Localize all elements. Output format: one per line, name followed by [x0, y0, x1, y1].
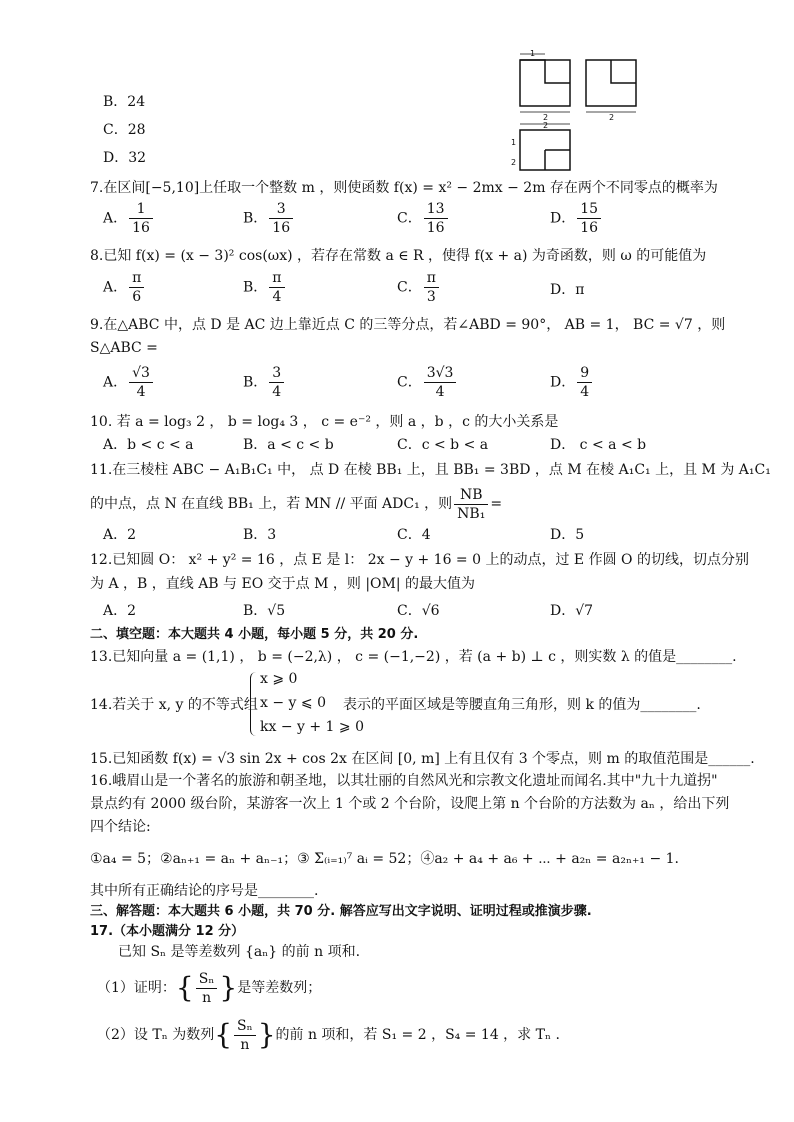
q17-p1-pre: （1）证明： [97, 980, 176, 996]
q9-stem-2: S△ABC = [90, 340, 158, 356]
q10-stem: 10. 若 a = log₃ 2 ， b = log₄ 3 ， c = e⁻² ，则 a ，b ，c 的大小关系是 [90, 414, 559, 430]
q17-intro: 已知 Sₙ 是等差数列 {aₙ} 的前 n 项和. [118, 944, 361, 960]
q6-option-d: D．32 [103, 150, 147, 166]
q8-b-den: 4 [272, 289, 282, 305]
q17-part-1: （1）证明：{ $\frac{\text{Sₙ}}{n}$ }是等差数列； [97, 970, 322, 1006]
fig-label-6: 2 [511, 158, 517, 167]
q7-d-den: 16 [580, 220, 599, 236]
q11-frac-den: NB₁ [457, 505, 486, 522]
q11-option-c: C．4 [397, 527, 431, 543]
section-3-heading: 三、解答题：本大题共 6 小题，共 70 分. 解答应写出文字说明、证明过程或推演步骤. [90, 904, 592, 919]
q11-option-a: A．2 [103, 527, 137, 543]
section-2-heading: 二、填空题：本大题共 4 小题，每小题 5 分，共 20 分. [90, 627, 419, 642]
q17-p1-den: n [202, 989, 212, 1006]
q10-option-c: C．c < b < a [397, 437, 489, 453]
q11-stem-2a: 的中点，点 N 在直线 BB₁ 上，若 MN // 平面 ADC₁ ，则 [90, 496, 453, 512]
q16-conclusions: ①a₄ = 5；②aₙ₊₁ = aₙ + aₙ₋₁；③ Σ₍ᵢ₌₁₎⁷ aᵢ = 52；④a₂ + a₄ + a₆ + ⋯ + a₂ₙ = a₂ₙ₊₁ − 1. [90, 851, 679, 867]
q12-stem-2: 为 A ，B ，直线 AB 与 EO 交于点 M ，则 |OM| 的最大值为 [90, 576, 476, 592]
q9-a-num: √3 [129, 364, 153, 383]
q11-stem-2b: = [490, 496, 503, 512]
q9-option-b: B． $\frac{3}{4}$ [243, 364, 286, 401]
q9-c-den: 4 [435, 384, 445, 400]
q10-option-b: B．a < c < b [243, 437, 334, 453]
q16-line-2: 景点约有 2000 级台阶，某游客一次上 1 个或 2 个台阶，设爬上第 n 个台阶的方法数为 aₙ ，给出下列 [90, 796, 730, 812]
q8-option-c: C． $\frac{\pi}{3}$ [397, 269, 441, 306]
q12-option-c: C．√6 [397, 603, 440, 619]
q7-b-num: 3 [269, 200, 293, 219]
fig-label-4: 2 [543, 121, 549, 130]
q17-p2-post: 的前 n 项和，若 S₁ = 2 ，S₄ = 14 ，求 Tₙ . [275, 1027, 560, 1043]
q11-option-b: B．3 [243, 527, 277, 543]
q9-b-num: 3 [269, 364, 284, 383]
q9-option-d: D． $\frac{9}{4}$ [550, 364, 594, 401]
q17-p2-pre: （2）设 Tₙ 为数列 [97, 1027, 215, 1043]
q6-option-b: B．24 [103, 94, 146, 110]
q7-a-den: 16 [132, 220, 150, 236]
q9-a-den: 4 [136, 384, 146, 400]
q17-p1-post: 是等差数列； [237, 980, 322, 996]
q12-stem: 12.已知圆 O： x² + y² = 16 ，点 E 是 l： 2x − y + 16 = 0 上的动点，过 E 作圆 O 的切线，切点分别 [90, 552, 749, 568]
q14-suffix: 表示的平面区域是等腰直角三角形，则 k 的值为________. [343, 697, 701, 713]
q7-a-num: 1 [129, 200, 153, 219]
fig-label-5: 1 [511, 138, 517, 147]
q9-c-num: 3√3 [424, 364, 457, 383]
q17-part-2: （2）设 Tₙ 为数列{ $\frac{\text{Sₙ}}{n}$ }的前 n 项和，若 S₁ = 2 ，S₄ = 14 ，求 Tₙ . [97, 1017, 560, 1053]
q12-option-a: A．2 [103, 603, 137, 619]
q8-b-num: π [269, 269, 284, 288]
q12-option-b: B．√5 [243, 603, 286, 619]
q6-option-c: C．28 [103, 122, 146, 138]
q7-b-den: 16 [272, 220, 291, 236]
q8-c-den: 3 [426, 289, 436, 305]
fig-label-3: 2 [609, 113, 615, 122]
q16-line-5: 其中所有正确结论的序号是________. [90, 883, 319, 899]
q10-option-a: A．b < c < a [103, 437, 194, 453]
q17-heading: 17.（本小题满分 12 分） [90, 924, 245, 939]
q11-stem-2 [90, 484, 502, 524]
q8-option-b: B． $\frac{\pi}{4}$ [243, 269, 287, 306]
q9-d-den: 4 [580, 384, 590, 400]
q7-c-den: 16 [426, 220, 445, 236]
q8-stem: 8.已知 f(x) = (x − 3)² cos(ωx) ，若存在常数 a ∈ R ，使得 f(x + a) 为奇函数，则 ω 的可能值为 [90, 248, 707, 264]
q14-ineq-3: kx − y + 1 ⩾ 0 [260, 719, 364, 735]
q12-option-d: D．√7 [550, 603, 594, 619]
q7-option-c: C． $\frac{13}{16}$ [397, 200, 450, 237]
q14-prefix: 14.若关于 x, y 的不等式组 [90, 697, 258, 713]
q8-a-den: 6 [132, 289, 142, 305]
q7-option-a: A． $\frac{1}{16}$ [103, 200, 155, 237]
q14-ineq-2: x − y ⩽ 0 [260, 695, 326, 711]
q8-a-num: π [129, 269, 144, 288]
three-view-figure [508, 50, 648, 180]
q13-stem: 13.已知向量 a = (1,1) ， b = (−2,λ) ， c = (−1,−2) ，若 (a + b) ⊥ c ，则实数 λ 的值是________. [90, 649, 737, 665]
fig-label-2: 2 [543, 113, 549, 122]
q11-frac-num: NB [454, 486, 488, 505]
q9-stem: 9.在△ABC 中，点 D 是 AC 边上靠近点 C 的三等分点，若∠ABD = 90°， AB = 1， BC = √7 ，则 [90, 317, 726, 333]
q17-p2-num: Sₙ [234, 1017, 256, 1036]
q14-inequality-system [250, 670, 364, 740]
q11-stem: 11.在三棱柱 ABC − A₁B₁C₁ 中， 点 D 在棱 BB₁ 上，且 BB₁ = 3BD ，点 M 在棱 A₁C₁ 上，且 M 为 A₁C₁ [90, 462, 771, 478]
q17-p1-num: Sₙ [196, 970, 218, 989]
q8-option-a: A． $\frac{\pi}{6}$ [103, 269, 146, 306]
q7-option-d: D． $\frac{15}{16}$ [550, 200, 603, 237]
q7-stem: 7.在区间[−5,10]上任取一个整数 m ，则使函数 f(x) = x² − 2mx − 2m 存在两个不同零点的概率为 [90, 180, 718, 196]
q15-stem: 15.已知函数 f(x) = √3 sin 2x + cos 2x 在区间 [0, m] 上有且仅有 3 个零点，则 m 的取值范围是______. [90, 751, 755, 767]
fig-label-1: 1 [530, 50, 536, 58]
q11-option-d: D．5 [550, 527, 585, 543]
q16-line-3: 四个结论: [90, 819, 151, 835]
q7-d-num: 15 [577, 200, 601, 219]
q17-p2-den: n [240, 1036, 250, 1053]
q14-ineq-1: x ⩾ 0 [260, 671, 298, 687]
q8-c-num: π [424, 269, 439, 288]
q10-option-d: D． c < a < b [550, 437, 647, 453]
q9-option-a: A． $\frac{√3}{4}$ [103, 364, 155, 401]
q7-c-num: 13 [424, 200, 448, 219]
q16-line-1: 16.峨眉山是一个著名的旅游和朝圣地，以其壮丽的自然风光和宗教文化遗址而闻名.其中"九十九道拐" [90, 773, 718, 789]
q8-option-d: D．π [550, 282, 585, 298]
q7-option-b: B． $\frac{3}{16}$ [243, 200, 295, 237]
q9-option-c: C． $\frac{3√3}{4}$ [397, 364, 458, 401]
q9-b-den: 4 [272, 384, 282, 400]
q9-d-num: 9 [577, 364, 592, 383]
